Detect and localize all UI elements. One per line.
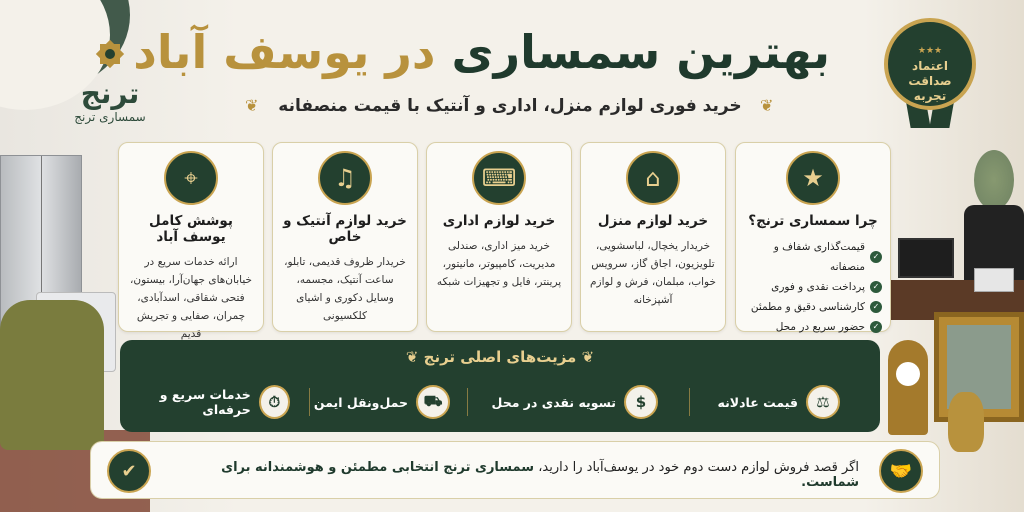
card-title: پوشش کامل یوسف آباد (149, 213, 233, 245)
card-antique (272, 142, 418, 332)
gramophone-icon: ♫ (318, 151, 372, 205)
stopwatch-icon: ⏱ (259, 385, 290, 419)
card-title: خرید لوازم اداری (442, 213, 556, 229)
card-text: ارائه خدمات سریع در خیابان‌های جهان‌آرا، بیستون، فتحی شقاقی، اسدآبادی، چمران، صفایی و تجریش قدیم (129, 256, 252, 340)
list-item: ✓ قیمت‌گذاری شفاف و منصفانه (744, 237, 882, 277)
map-icon: ⌖ (164, 151, 218, 205)
armchair-image (0, 300, 104, 450)
feature-safe-transport: ⛟ حمل‌ونقل ایمن (314, 384, 450, 420)
benefits-list (744, 237, 882, 337)
list-item: ✓ حضور سریع در محل (744, 317, 882, 337)
feature-fast-service: ⏱ خدمات سریع و حرفه‌ای (120, 384, 290, 420)
check-icon: ✓ (870, 301, 882, 313)
plant-image (974, 150, 1014, 210)
check-icon: ✓ (870, 281, 882, 293)
features-banner (120, 340, 880, 432)
footer-callout (90, 441, 940, 499)
divider (467, 388, 468, 416)
title-part2: در یوسف آباد (133, 25, 436, 79)
check-icon: ✓ (870, 251, 882, 263)
card-title: چرا سمساری ترنج؟ (748, 213, 878, 229)
brand-name: ترنج (80, 77, 140, 110)
ornament-icon: ❦ (245, 96, 259, 115)
card-text: خریدار یخچال، لباسشویی، تلویزیون، اجاق گاز، سرویس خواب، مبلمان، فرش و لوازم آشپزخانه (590, 240, 716, 306)
card-home-furniture (580, 142, 726, 332)
cash-icon: $ (624, 385, 658, 419)
check-icon: ✓ (870, 321, 882, 333)
home-icon: ⌂ (626, 151, 680, 205)
star-icon: ★ (786, 151, 840, 205)
antique-clock-image (888, 340, 928, 435)
printer-image (974, 268, 1014, 292)
card-title: خرید لوازم آنتیک و خاص (283, 213, 407, 245)
shield-check-icon: ✔ (107, 449, 151, 493)
page-title (133, 22, 830, 82)
truck-icon: ⛟ (416, 385, 450, 419)
ornament-icon: ❦ (760, 96, 774, 115)
monitor-image (898, 238, 954, 278)
feature-fair-price: ⚖ قیمت عادلانه (718, 384, 840, 420)
logo-mark-icon (86, 30, 134, 78)
footer-text: اگر قصد فروش لوازم دست دوم خود در یوسف‌آباد را دارید، سمساری ترنج انتخابی مطمئن و هوشمندانه برای شماست. (221, 460, 859, 490)
badge-line1: اعتماد (912, 59, 948, 73)
scale-icon: ⚖ (806, 385, 840, 419)
card-coverage (118, 142, 264, 340)
brand-subtitle: سمساری ترنج (74, 110, 146, 124)
divider (309, 388, 310, 416)
card-office-furniture (426, 142, 572, 332)
card-text: خریدار ظروف قدیمی، تابلو، ساعت آنتیک، مجسمه، وسایل دکوری و اشیای کلکسیونی (284, 256, 406, 322)
feature-cash-payment: $ تسویه نقدی در محل (492, 384, 658, 420)
badge-line3: تجربه (913, 89, 947, 103)
vase-image (948, 392, 984, 452)
page-subtitle: خرید فوری لوازم منزل، اداری و آنتیک با قیمت منصفانه (278, 96, 742, 116)
list-item: ✓ کارشناسی دقیق و مطمئن (744, 297, 882, 317)
divider (689, 388, 690, 416)
card-title: خرید لوازم منزل (597, 213, 709, 229)
list-item: ✓ پرداخت نقدی و فوری (744, 277, 882, 297)
badge-line2: صداقت (908, 74, 952, 88)
card-text: خرید میز اداری، صندلی مدیریت، کامپیوتر، مانیتور، پرینتر، فایل و تجهیزات شبکه (436, 240, 562, 288)
badge-stars-icon: ★★★ (917, 46, 943, 56)
trust-badge (884, 18, 976, 110)
card-why-toranj (735, 142, 891, 332)
title-part1: بهترین سمساری (451, 25, 830, 79)
features-title: ❦ مزیت‌های اصلی ترنج ❦ (405, 348, 595, 366)
desk-icon: ⌨ (472, 151, 526, 205)
handshake-icon: 🤝 (879, 449, 923, 493)
